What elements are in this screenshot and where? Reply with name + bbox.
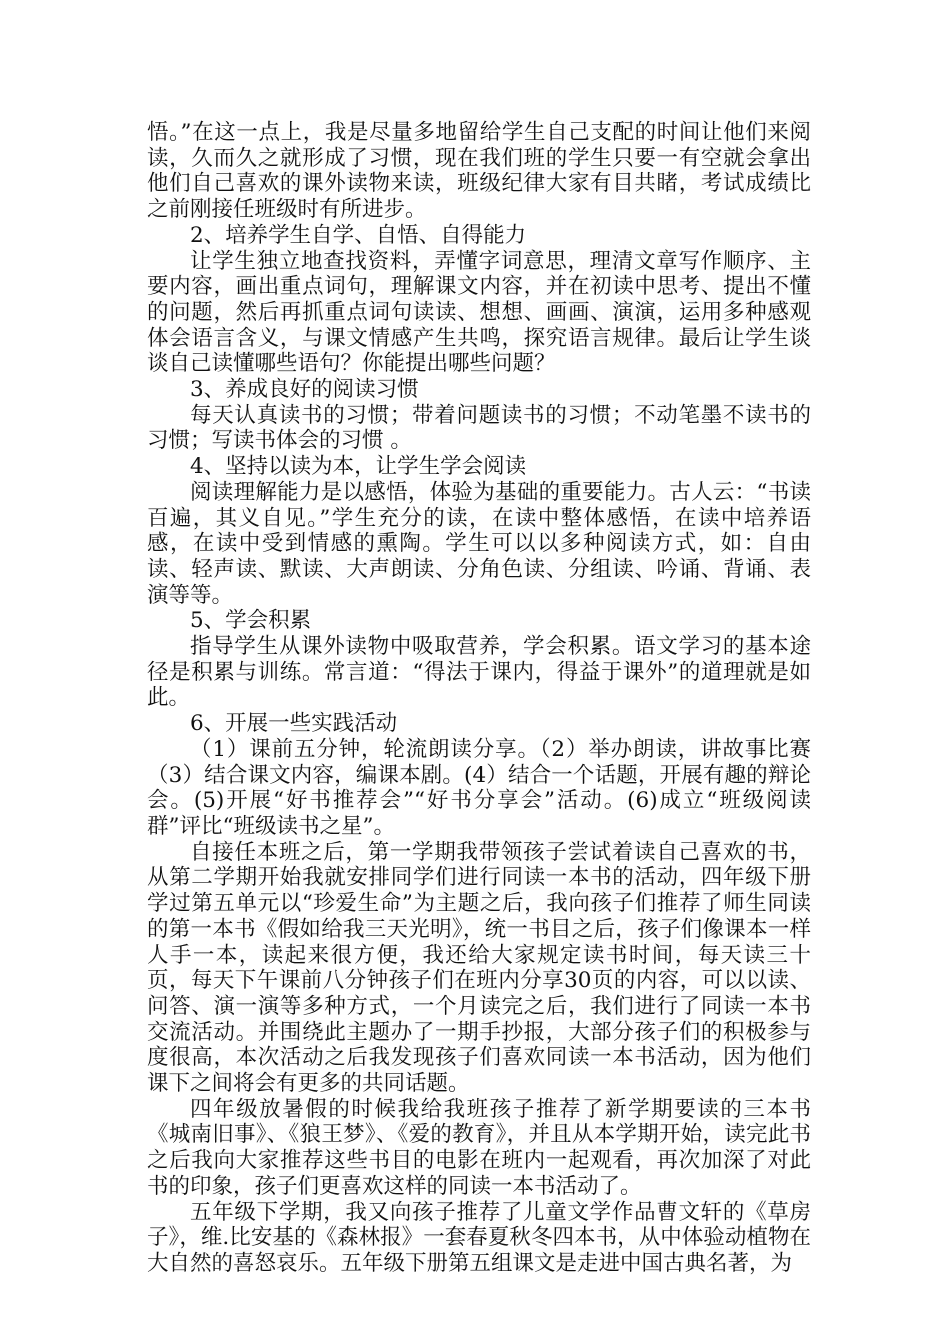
section-heading-3: 3、养成良好的阅读习惯 — [190, 377, 419, 403]
document-page — [147, 120, 811, 1277]
paragraph-accumulation: 指导学生从课外读物中吸取营养，学会积累。语文学习的基本途径是积累与训练。常言道：“得法于课内，得益于课外”的道理就是如此。 — [147, 634, 811, 711]
paragraph-reading-habits: 每天认真读书的习惯；带着问题读书的习惯；不动笔墨不读书的习惯；写读书体会的习惯 。 — [147, 402, 811, 454]
paragraph-shared-reading: 自接任本班之后，第一学期我带领孩子尝试着读自己喜欢的书，从第二学期开始我就安排同学们进行同读一本书的活动，四年级下册学过第五单元以“珍爱生命”为主题之后，我向孩子们推荐了师生同读的第一本书《假如给我三天光明》，统一书目之后，孩子们像课本一样人手一本，读起来很方便，我还给大家规定读书时间，每天读三十页，每天下午课前八分钟孩子们在班内分享30页的内容，可以以读、问答、演一演等多种方式，一个月读完之后，我们进行了同读一本书交流活动。并围绕此主题办了一期手抄报，大部分孩子们的积极参与度很高，本次活动之后我发现孩子们喜欢同读一本书活动，因为他们课下之间将会有更多的共同话题。 — [147, 839, 811, 1097]
paragraph-reading-ability: 阅读理解能力是以感悟，体验为基础的重要能力。古人云：“书读百遍，其义自见。”学生充分的读，在读中整体感悟，在读中培养语感，在读中受到情感的熏陶。学生可以以多种阅读方式，如：自由读、轻声读、默读、大声朗读、分角色读、分组读、吟诵、背诵、表演等等。 — [147, 479, 811, 608]
section-heading-4: 4、坚持以读为本，让学生学会阅读 — [190, 454, 527, 480]
paragraph-self-study: 让学生独立地查找资料，弄懂字词意思，理清文章写作顺序、主要内容，画出重点词句，理解课文内容，并在初读中思考、提出不懂的问题，然后再抓重点词句读读、想想、画画、演演，运用多种感观体会语言含义，与课文情感产生共鸣，探究语言规律。最后让学生谈谈自己读懂哪些语句？你能提出哪些问题？ — [147, 248, 811, 377]
paragraph-fifth-grade: 五年级下学期，我又向孩子推荐了儿童文学作品曹文轩的《草房子》，维.比安基的《森林报》一套春夏秋冬四本书，从中体验动植物在大自然的喜怒哀乐。五年级下册第五组课文是走进中国古典名著，为 — [147, 1199, 811, 1276]
section-heading-2: 2、培养学生自学、自悟、自得能力 — [190, 222, 527, 248]
paragraph-summer-books: 四年级放暑假的时候我给我班孩子推荐了新学期要读的三本书《城南旧事》、《狼王梦》、《爱的教育》，并且从本学期开始，读完此书之后我向大家推荐这些书目的电影在班内一起观看，再次加深了对此书的印象，孩子们更喜欢这样的同读一本书活动了。 — [147, 1096, 811, 1199]
section-heading-5: 5、学会积累 — [190, 608, 312, 634]
paragraph-activities: （1）课前五分钟，轮流朗读分享。（2）举办朗读，讲故事比赛（3）结合课文内容，编课本剧。(4）结合一个话题，开展有趣的辩论会。(5)开展“好书推荐会”“好书分享会”活动。(6)成立“班级阅读群”评比“班级读书之星”。 — [147, 736, 811, 839]
section-heading-6: 6、开展一些实践活动 — [190, 711, 398, 737]
paragraph-continuation: 悟。”在这一点上，我是尽量多地留给学生自己支配的时间让他们来阅读，久而久之就形成了习惯，现在我们班的学生只要一有空就会拿出他们自己喜欢的课外读物来读，班级纪律大家有目共睹，考试成绩比之前刚接任班级时有所进步。 — [147, 120, 811, 223]
